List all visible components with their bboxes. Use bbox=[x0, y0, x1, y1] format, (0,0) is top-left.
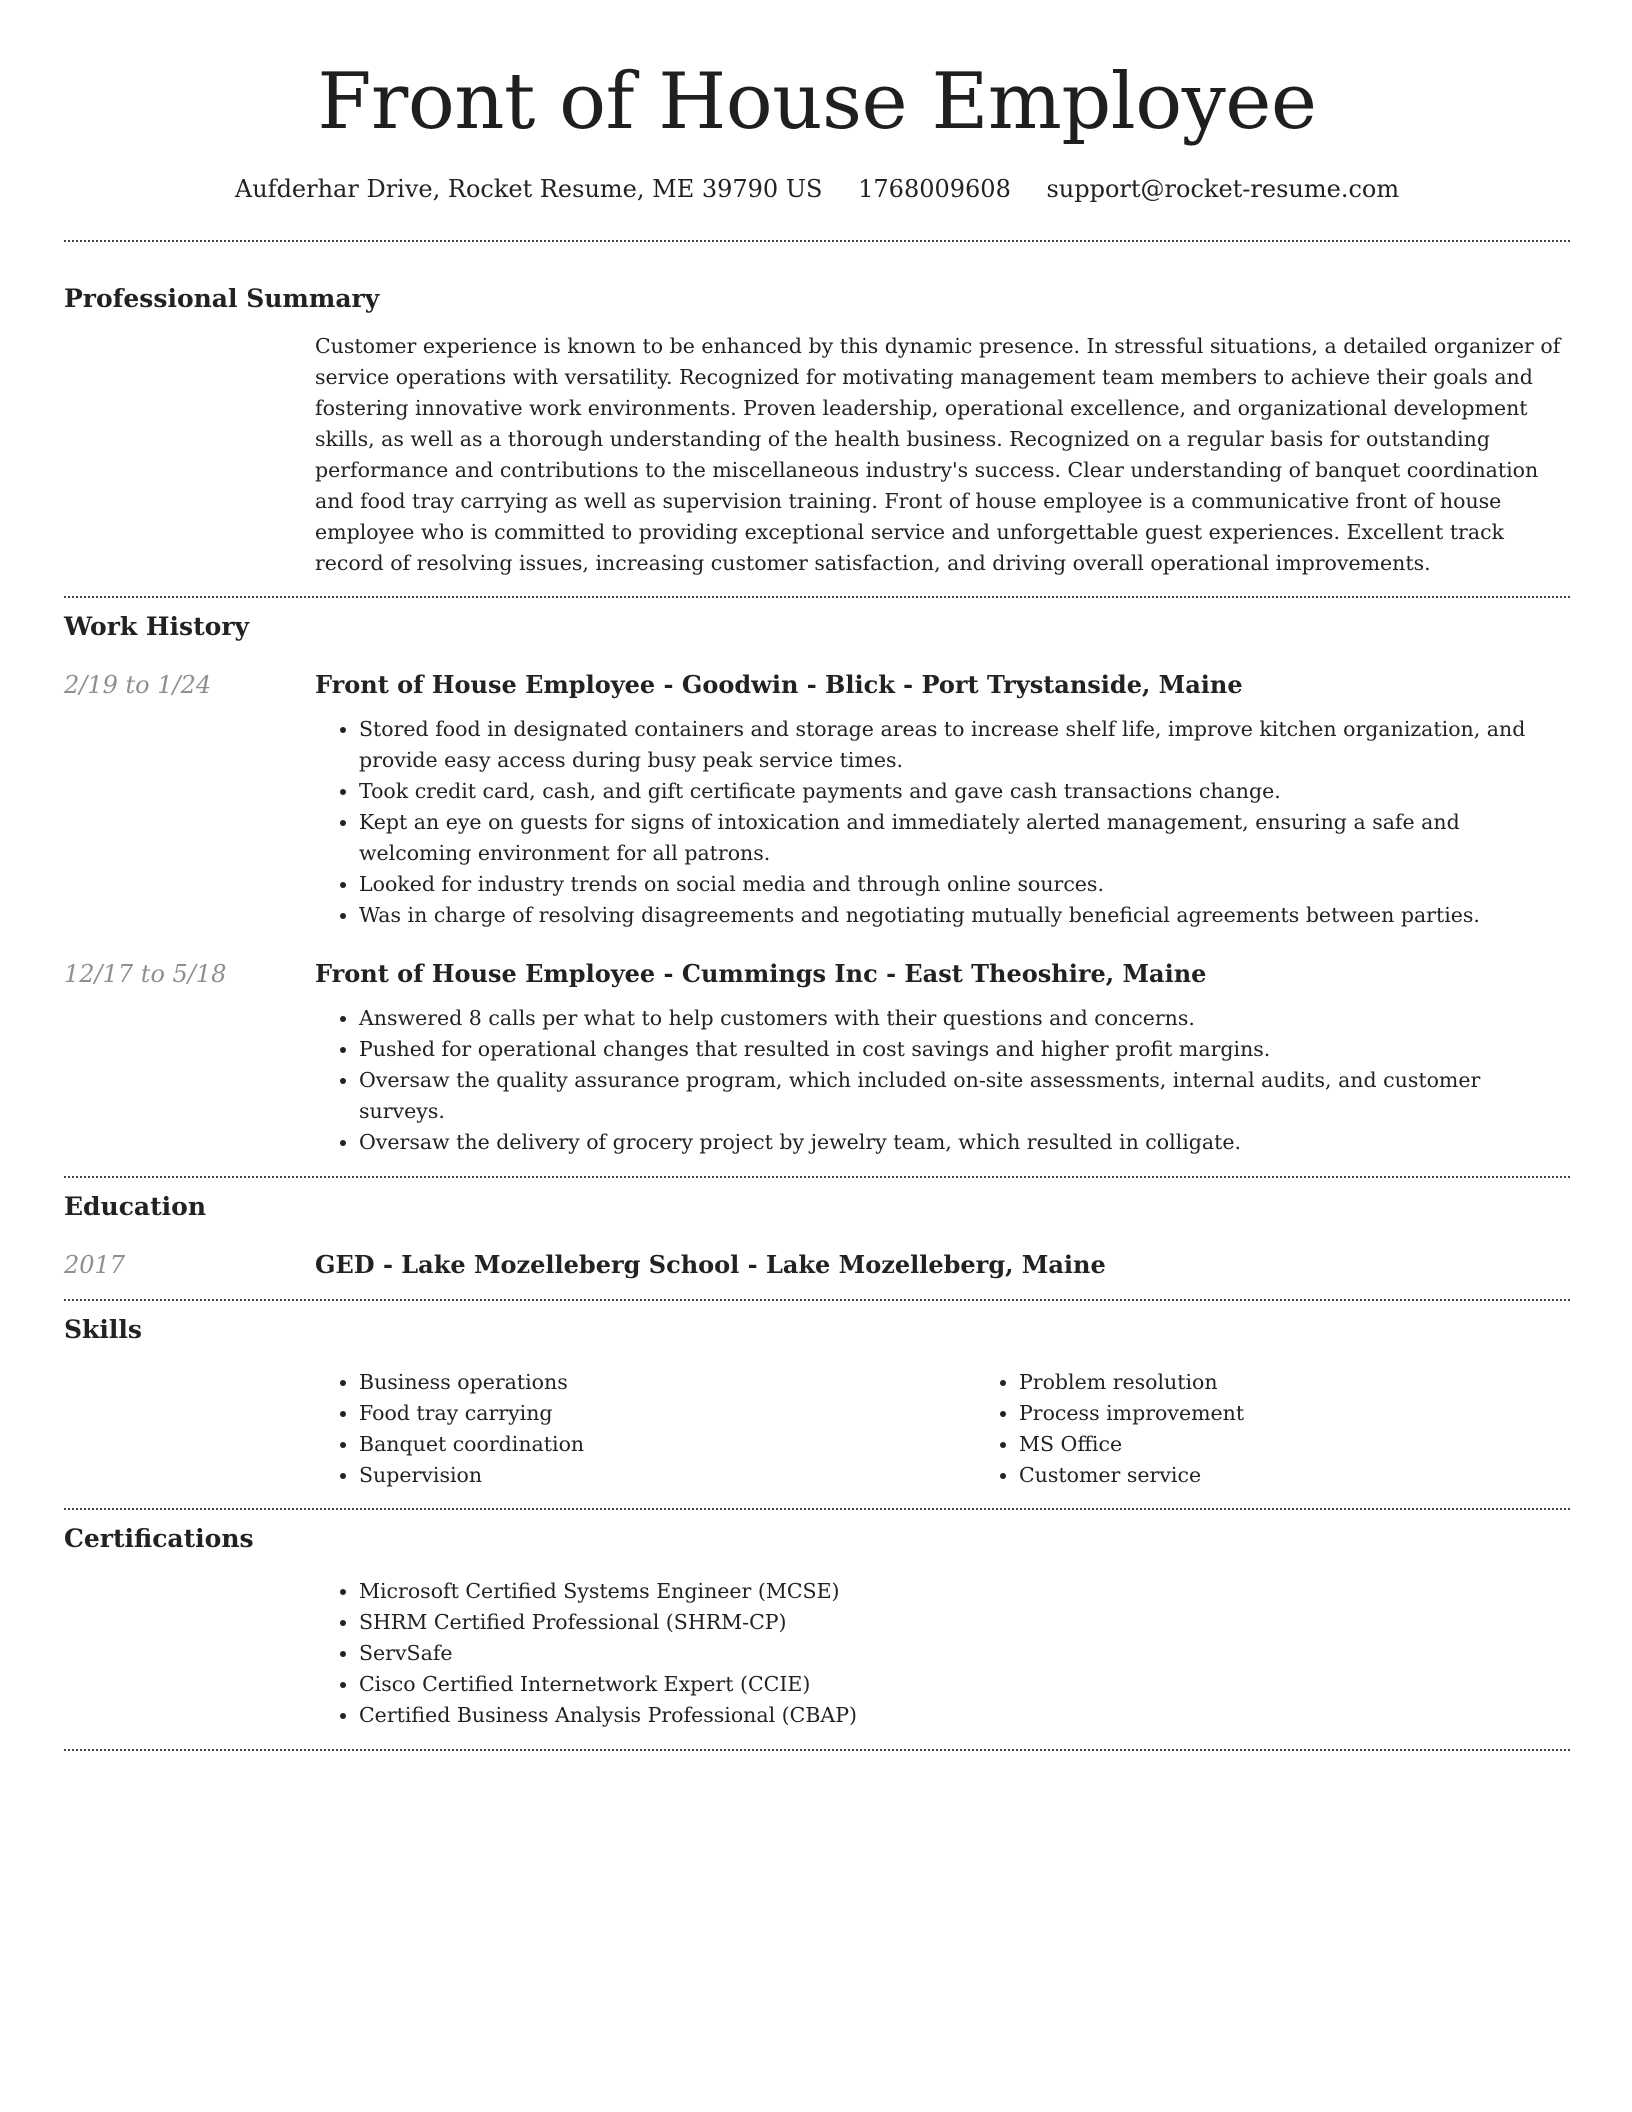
job-bullets bbox=[315, 714, 1570, 931]
certification-item: • Microsoft Certified Systems Engineer (MCSE) bbox=[359, 1576, 1570, 1607]
contact-address: Aufderhar Drive, Rocket Resume, ME 39790 US bbox=[234, 175, 823, 203]
contact-email: support@rocket-resume.com bbox=[1046, 175, 1400, 203]
job-dates: 2/19 to 1/24 bbox=[64, 671, 212, 699]
job-entry bbox=[64, 668, 1570, 931]
skills-column bbox=[315, 1367, 975, 1491]
skill-item: • Food tray carrying bbox=[359, 1398, 975, 1429]
skills-row bbox=[64, 1367, 1570, 1491]
divider bbox=[64, 1508, 1570, 1510]
skill-item: • Problem resolution bbox=[1019, 1367, 1632, 1398]
contact-phone: 1768009608 bbox=[858, 175, 1011, 203]
list-item: • Looked for industry trends on social media and through online sources. bbox=[359, 869, 1570, 900]
certification-item: • ServSafe bbox=[359, 1638, 1570, 1669]
section-title-skills: Skills bbox=[64, 1315, 142, 1344]
certifications-row bbox=[64, 1576, 1570, 1731]
summary-row bbox=[64, 331, 1570, 579]
list-item: • Oversaw the delivery of grocery project by jewelry team, which resulted in colligate. bbox=[359, 1127, 1570, 1158]
divider bbox=[64, 1299, 1570, 1301]
divider bbox=[64, 1749, 1570, 1751]
skill-item: • Banquet coordination bbox=[359, 1429, 975, 1460]
certifications-list bbox=[315, 1576, 1570, 1731]
list-item: • Pushed for operational changes that resulted in cost savings and higher profit margins. bbox=[359, 1034, 1570, 1065]
summary-text: Customer experience is known to be enhanced by this dynamic presence. In stressful situations, a detailed organizer of service operations with versatility. Recognized for motivating management team members to achieve their goals and fostering innovative work environments. Proven leadership, operational excellence, and organizational development skills, as well as a thorough understanding of the health business. Recognized on a regular basis for outstanding performance and contributions to the miscellaneous industry's success. Clear understanding of banquet coordination and food tray carrying as well as supervision training. Front of house employee is a communicative front of house employee who is committed to providing exceptional service and unforgettable guest experiences. Excellent track record of resolving issues, increasing customer satisfaction, and driving overall operational improvements. bbox=[315, 334, 1561, 575]
skill-item: • MS Office bbox=[1019, 1429, 1632, 1460]
job-entry bbox=[64, 957, 1570, 1158]
contact-line bbox=[64, 172, 1570, 206]
divider bbox=[64, 596, 1570, 598]
education-entry bbox=[64, 1248, 1570, 1282]
job-bullets bbox=[315, 1003, 1570, 1158]
list-item: • Oversaw the quality assurance program, which included on-site assessments, internal audits, and customer surveys. bbox=[359, 1065, 1570, 1127]
divider bbox=[64, 1176, 1570, 1178]
job-heading: Front of House Employee - Goodwin - Blick - Port Trystanside, Maine bbox=[315, 670, 1243, 699]
certification-item: • SHRM Certified Professional (SHRM-CP) bbox=[359, 1607, 1570, 1638]
section-title-summary: Professional Summary bbox=[64, 284, 380, 313]
skill-item: • Supervision bbox=[359, 1460, 975, 1491]
section-title-work-history: Work History bbox=[64, 612, 250, 641]
education-year: 2017 bbox=[64, 1251, 126, 1279]
job-heading: Front of House Employee - Cummings Inc - East Theoshire, Maine bbox=[315, 959, 1207, 988]
education-heading: GED - Lake Mozelleberg School - Lake Mozelleberg, Maine bbox=[315, 1250, 1106, 1279]
skills-column bbox=[975, 1367, 1632, 1491]
divider bbox=[64, 240, 1570, 242]
list-item: • Took credit card, cash, and gift certificate payments and gave cash transactions change. bbox=[359, 776, 1570, 807]
job-dates: 12/17 to 5/18 bbox=[64, 960, 227, 988]
skills-list bbox=[315, 1367, 1632, 1491]
resume-page bbox=[64, 0, 1570, 1751]
list-item: • Stored food in designated containers and storage areas to increase shelf life, improve kitchen organization, and provide easy access during busy peak service times. bbox=[359, 714, 1570, 776]
skill-item: • Customer service bbox=[1019, 1460, 1632, 1491]
list-item: • Answered 8 calls per what to help customers with their questions and concerns. bbox=[359, 1003, 1570, 1034]
section-title-education: Education bbox=[64, 1192, 207, 1221]
list-item: • Kept an eye on guests for signs of intoxication and immediately alerted management, ensuring a safe and welcoming environment for all patrons. bbox=[359, 807, 1570, 869]
candidate-name: Front of House Employee bbox=[317, 57, 1317, 147]
certification-item: • Certified Business Analysis Professional (CBAP) bbox=[359, 1700, 1570, 1731]
list-item: • Was in charge of resolving disagreements and negotiating mutually beneficial agreements between parties. bbox=[359, 900, 1570, 931]
skill-item: • Business operations bbox=[359, 1367, 975, 1398]
certification-item: • Cisco Certified Internetwork Expert (CCIE) bbox=[359, 1669, 1570, 1700]
skill-item: • Process improvement bbox=[1019, 1398, 1632, 1429]
section-title-certifications: Certifications bbox=[64, 1524, 254, 1553]
